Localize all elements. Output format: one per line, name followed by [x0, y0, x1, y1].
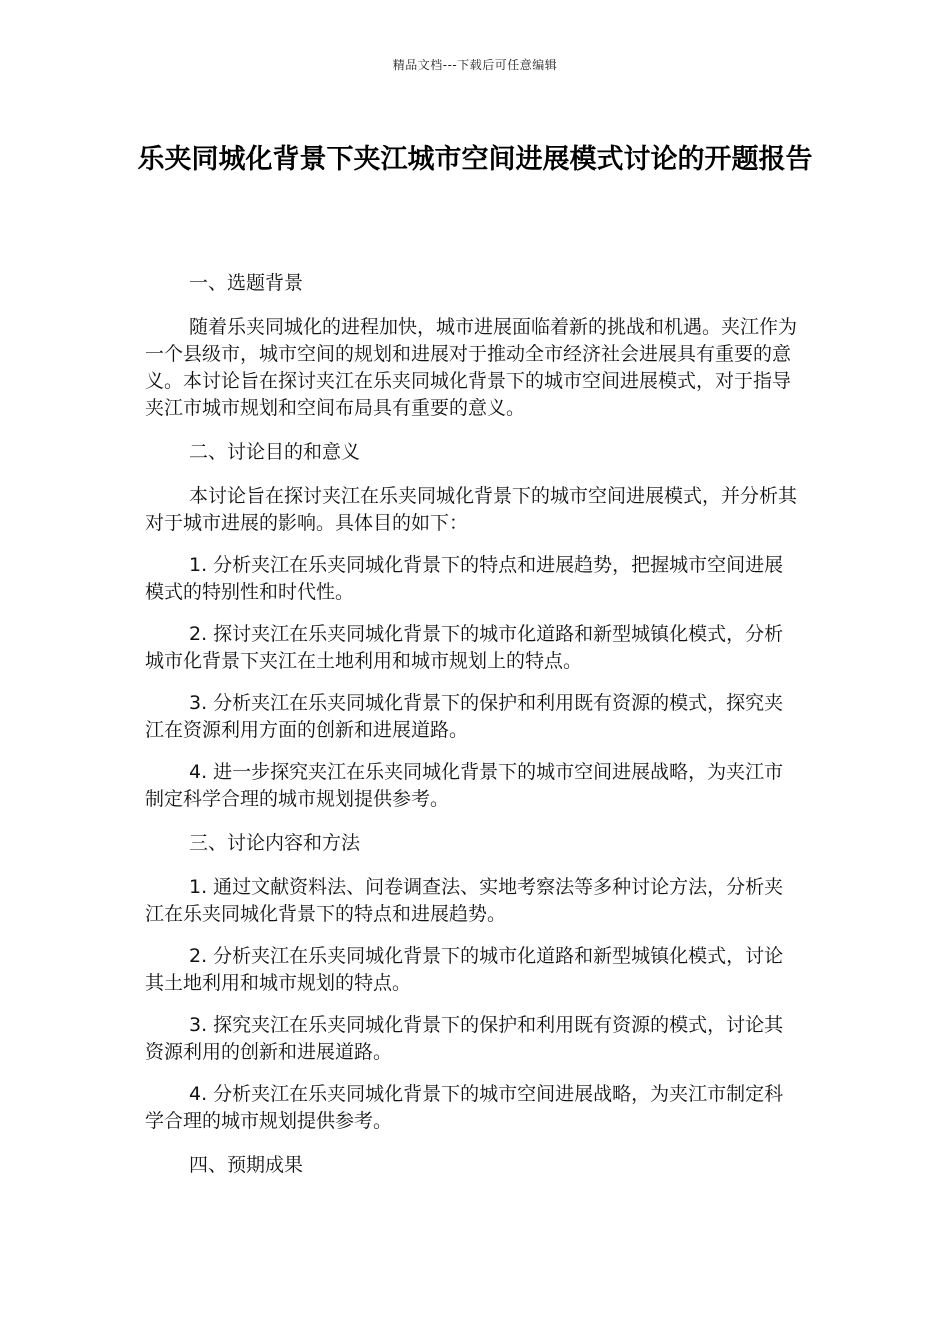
- list-item: 1. 通过文献资料法、问卷调查法、实地考察法等多种讨论方法，分析夹江在乐夹同城化背景下的特点和进展趋势。: [145, 876, 784, 925]
- list-item: 3. 分析夹江在乐夹同城化背景下的保护和利用既有资源的模式，探究夹江在资源利用方面的创新和进展道路。: [145, 692, 784, 741]
- header-watermark: 精品文档---下载后可任意编辑: [392, 58, 558, 72]
- list-item: 2. 探讨夹江在乐夹同城化背景下的城市化道路和新型城镇化模式，分析城市化背景下夹江在土地利用和城市规划上的特点。: [145, 623, 784, 672]
- section-heading: 二、讨论目的和意义: [189, 441, 361, 463]
- document-title: 乐夹同城化背景下夹江城市空间进展模式讨论的开题报告: [137, 144, 813, 175]
- list-item: 4. 进一步探究夹江在乐夹同城化背景下的城市空间进展战略，为夹江市制定科学合理的城市规划提供参考。: [145, 761, 784, 810]
- list-item: 3. 探究夹江在乐夹同城化背景下的保护和利用既有资源的模式，讨论其资源利用的创新和进展道路。: [145, 1014, 784, 1063]
- list-item: 2. 分析夹江在乐夹同城化背景下的城市化道路和新型城镇化模式，讨论其土地利用和城市规划的特点。: [145, 945, 784, 994]
- section-heading: 一、选题背景: [189, 272, 304, 294]
- section-heading: 三、讨论内容和方法: [189, 832, 361, 854]
- section-heading: 四、预期成果: [189, 1154, 304, 1176]
- list-item: 1. 分析夹江在乐夹同城化背景下的特点和进展趋势，把握城市空间进展模式的特别性和时代性。: [145, 554, 784, 603]
- list-item: 4. 分析夹江在乐夹同城化背景下的城市空间进展战略，为夹江市制定科学合理的城市规划提供参考。: [145, 1083, 784, 1132]
- paragraph: 随着乐夹同城化的进程加快，城市进展面临着新的挑战和机遇。夹江作为一个县级市，城市空间的规划和进展对于推动全市经济社会进展具有重要的意义。本讨论旨在探讨夹江在乐夹同城化背景下的城市空间进展模式，对于指导夹江市城市规划和空间布局具有重要的意义。: [145, 316, 798, 419]
- paragraph: 本讨论旨在探讨夹江在乐夹同城化背景下的城市空间进展模式，并分析其对于城市进展的影响。具体目的如下：: [145, 485, 798, 534]
- document-body: [145, 268, 800, 1196]
